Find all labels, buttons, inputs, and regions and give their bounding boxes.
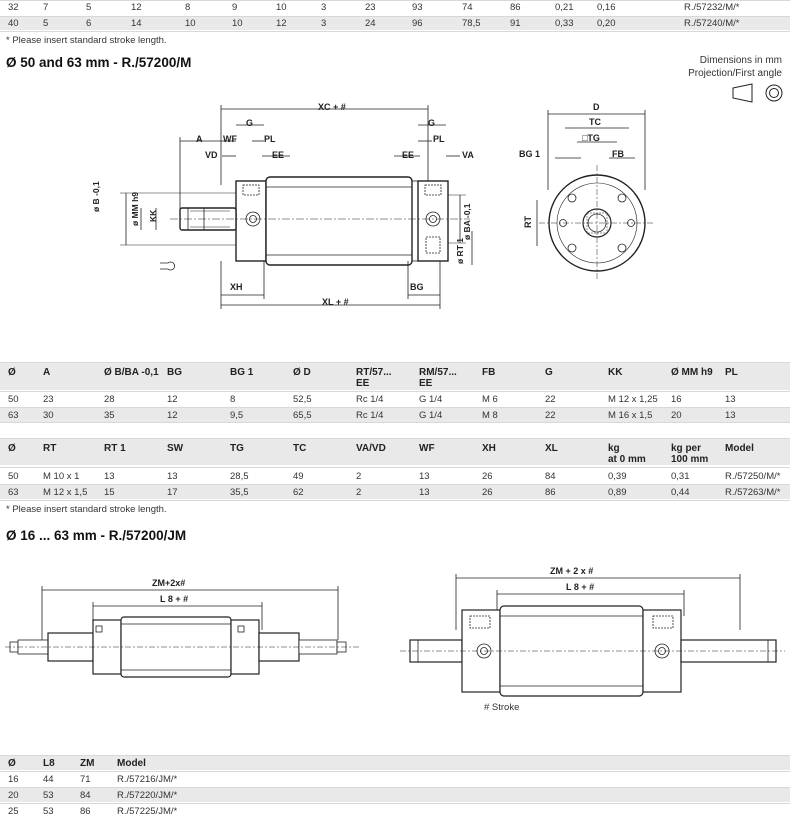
table-header: L8 xyxy=(43,758,55,769)
table-header: Ø xyxy=(8,367,16,378)
table-header: SW xyxy=(167,443,184,454)
section-title: Ø 16 ... 63 mm - R./57200/JM xyxy=(6,528,187,543)
table-cell: 13 xyxy=(419,487,430,498)
dim-label-va: VA xyxy=(462,150,474,160)
dim-label-tc: TC xyxy=(589,117,601,127)
table-header: Ø MM h9 xyxy=(671,367,713,378)
table-cell: M 10 x 1 xyxy=(43,471,80,482)
table-cell: 74 xyxy=(462,2,473,13)
table-cell: 26 xyxy=(482,487,493,498)
table-cell: R./57263/M/* xyxy=(725,487,781,498)
table-cell: 9,5 xyxy=(230,410,244,421)
table-cell: 93 xyxy=(412,2,423,13)
dim-label-kk: KK xyxy=(148,209,158,222)
table-header: RM/57... xyxy=(419,367,457,378)
table-header: Ø D xyxy=(293,367,311,378)
row-divider xyxy=(0,803,790,804)
dim-label-rt1: ø RT 1 xyxy=(455,238,465,264)
table-header: 100 mm xyxy=(671,454,709,465)
table-cell: R./57216/JM/* xyxy=(117,774,178,785)
table-cell: 44 xyxy=(43,774,54,785)
table-cell: 12 xyxy=(167,410,178,421)
table-cell: 12 xyxy=(276,18,287,29)
table-cell: 6 xyxy=(86,18,92,29)
dim-label-bg: BG xyxy=(410,282,424,292)
table-cell: 91 xyxy=(510,18,521,29)
row-divider xyxy=(0,16,790,17)
row-divider xyxy=(0,755,790,756)
dim-label-rt: RT xyxy=(523,216,533,228)
table-cell: 30 xyxy=(43,410,54,421)
table-header: FB xyxy=(482,367,496,378)
table-cell: 28 xyxy=(104,394,115,405)
table-header: Model xyxy=(725,443,754,454)
table-cell: 13 xyxy=(167,471,178,482)
dim-label-mm: ø MM h9 xyxy=(130,192,140,226)
table-cell: 13 xyxy=(104,471,115,482)
dim-label-fb: FB xyxy=(612,149,624,159)
table-header: Ø xyxy=(8,443,16,454)
table-cell: 10 xyxy=(185,18,196,29)
table-cell: R./57240/M/* xyxy=(684,18,740,29)
table-cell: M 8 xyxy=(482,410,498,421)
table-header: TC xyxy=(293,443,307,454)
dim-label-xh: XH xyxy=(230,282,243,292)
table-header: at 0 mm xyxy=(608,454,646,465)
cylinder-front-view-drawing xyxy=(515,100,675,290)
table-header: A xyxy=(43,367,51,378)
table-cell: 9 xyxy=(232,2,238,13)
row-divider xyxy=(0,391,790,392)
table-header: BG xyxy=(167,367,182,378)
table-header: RT 1 xyxy=(104,443,126,454)
table-header: RT xyxy=(43,443,57,454)
table-cell: G 1/4 xyxy=(419,410,443,421)
dim-label-a: A xyxy=(196,134,203,144)
table-cell: 50 xyxy=(8,471,19,482)
stroke-note: # Stroke xyxy=(484,702,520,713)
table-header: RT/57... xyxy=(356,367,392,378)
dim-label-tg: □TG xyxy=(582,133,600,143)
dim-label-pl: PL xyxy=(264,134,276,144)
dim-label-g-right: G xyxy=(428,118,436,128)
section-title: Ø 50 and 63 mm - R./57200/M xyxy=(6,55,192,70)
table-header: PL xyxy=(725,367,738,378)
table-cell: 10 xyxy=(232,18,243,29)
row-divider xyxy=(0,771,790,772)
table-cell: 71 xyxy=(80,774,91,785)
table-cell: 65,5 xyxy=(293,410,312,421)
row-divider xyxy=(0,500,790,501)
table-cell: 0,21 xyxy=(555,2,574,13)
table-header: Ø B/BA -0,1 xyxy=(104,367,159,378)
table-cell: 10 xyxy=(276,2,287,13)
dim-label-vd: VD xyxy=(205,150,218,160)
dim-label-l8: L 8 + # xyxy=(160,594,189,604)
table-header: BG 1 xyxy=(230,367,254,378)
table-header: KK xyxy=(608,367,623,378)
table-cell: 2 xyxy=(356,487,362,498)
table-cell: 20 xyxy=(8,790,19,801)
table-header: WF xyxy=(419,443,435,454)
table-cell: 0,89 xyxy=(608,487,627,498)
table-cell: 49 xyxy=(293,471,304,482)
table-cell: 84 xyxy=(80,790,91,801)
table-cell: 0,39 xyxy=(608,471,627,482)
table-cell: R./57232/M/* xyxy=(684,2,740,13)
row-shade xyxy=(0,16,790,30)
dim-label-xc: XC + # xyxy=(318,102,346,112)
table-cell: Rc 1/4 xyxy=(356,394,384,405)
row-divider xyxy=(0,467,790,468)
dim-label-d: D xyxy=(593,102,600,112)
footnote: * Please insert standard stroke length. xyxy=(6,504,167,515)
table-cell: 22 xyxy=(545,410,556,421)
dim-label-zm: ZM+2x# xyxy=(152,578,186,588)
table-header: Model xyxy=(117,758,146,769)
table-cell: 5 xyxy=(43,18,49,29)
table-cell: 52,5 xyxy=(293,394,312,405)
table-cell: 0,16 xyxy=(597,2,616,13)
table-cell: 35 xyxy=(104,410,115,421)
table-cell: 25 xyxy=(8,806,19,817)
row-divider xyxy=(0,484,790,485)
table-cell: 16 xyxy=(671,394,682,405)
table-cell: 62 xyxy=(293,487,304,498)
table-cell: 35,5 xyxy=(230,487,249,498)
table-cell: 13 xyxy=(725,410,736,421)
table-cell: 8 xyxy=(230,394,236,405)
dim-label-wf: WF xyxy=(223,134,237,144)
table-header: XL xyxy=(545,443,558,454)
table-cell: 86 xyxy=(80,806,91,817)
table-cell: 24 xyxy=(365,18,376,29)
table-cell: 8 xyxy=(185,2,191,13)
table-cell: 40 xyxy=(8,18,19,29)
table-header: EE xyxy=(419,378,433,389)
dim-label-g: G xyxy=(246,118,254,128)
table-cell: 2 xyxy=(356,471,362,482)
table-cell: 5 xyxy=(86,2,92,13)
table-header: Ø xyxy=(8,758,16,769)
table-cell: M 16 x 1,5 xyxy=(608,410,653,421)
dim-label-xl: XL + # xyxy=(322,297,349,307)
dim-label-ee: EE xyxy=(272,150,285,160)
table-cell: 16 xyxy=(8,774,19,785)
table-cell: 22 xyxy=(545,394,556,405)
row-divider xyxy=(0,407,790,408)
table-cell: 20 xyxy=(671,410,682,421)
table-cell: 13 xyxy=(725,394,736,405)
table-header: ZM xyxy=(80,758,95,769)
table-cell: 7 xyxy=(43,2,49,13)
table-cell: M 12 x 1,25 xyxy=(608,394,658,405)
row-divider xyxy=(0,0,790,1)
table-cell: 17 xyxy=(167,487,178,498)
table-cell: 3 xyxy=(321,18,327,29)
table-header: kg per xyxy=(671,443,702,454)
table-header: kg xyxy=(608,443,620,454)
row-divider xyxy=(0,422,790,423)
projection-note: Projection/First angle xyxy=(688,68,782,79)
table-cell: 23 xyxy=(43,394,54,405)
row-divider xyxy=(0,438,790,439)
dim-label-zm: ZM + 2 x # xyxy=(550,566,594,576)
table-cell: 0,20 xyxy=(597,18,616,29)
row-divider xyxy=(0,787,790,788)
table-cell: 63 xyxy=(8,487,19,498)
dim-label-l8: L 8 + # xyxy=(566,582,595,592)
table-cell: 12 xyxy=(131,2,142,13)
table-cell: M 6 xyxy=(482,394,498,405)
table-header: VA/VD xyxy=(356,443,386,454)
table-header: EE xyxy=(356,378,370,389)
dimensions-note: Dimensions in mm xyxy=(699,55,782,66)
table-cell: R./57250/M/* xyxy=(725,471,781,482)
table-cell: 86 xyxy=(510,2,521,13)
table-cell: 15 xyxy=(104,487,115,498)
table-header: XH xyxy=(482,443,496,454)
table-cell: 63 xyxy=(8,410,19,421)
table-cell: 13 xyxy=(419,471,430,482)
table-header: G xyxy=(545,367,553,378)
table-cell: G 1/4 xyxy=(419,394,443,405)
table-cell: 53 xyxy=(43,790,54,801)
footnote: * Please insert standard stroke length. xyxy=(6,35,167,46)
table-cell: 53 xyxy=(43,806,54,817)
table-cell: 96 xyxy=(412,18,423,29)
table-cell: R./57225/JM/* xyxy=(117,806,178,817)
table-cell: 23 xyxy=(365,2,376,13)
table-cell: 78,5 xyxy=(462,18,481,29)
table-cell: 26 xyxy=(482,471,493,482)
row-divider xyxy=(0,31,790,32)
table-cell: 50 xyxy=(8,394,19,405)
table-header: TG xyxy=(230,443,244,454)
dim-label-bg1: BG 1 xyxy=(519,149,541,159)
table-cell: 0,33 xyxy=(555,18,574,29)
table-cell: 14 xyxy=(131,18,142,29)
table-cell: 32 xyxy=(8,2,19,13)
table-cell: 86 xyxy=(545,487,556,498)
dim-label-b: ø B -0,1 xyxy=(91,181,101,212)
table-cell: 0,44 xyxy=(671,487,690,498)
dim-label-ba: ø BA -0,1 xyxy=(462,203,472,240)
table-cell: R./57220/JM/* xyxy=(117,790,178,801)
table-cell: 84 xyxy=(545,471,556,482)
dim-label-pl-right: PL xyxy=(433,134,445,144)
table-cell: 28,5 xyxy=(230,471,249,482)
double-rod-cylinder-drawing xyxy=(0,570,790,705)
table-cell: 0,31 xyxy=(671,471,690,482)
table-cell: M 12 x 1,5 xyxy=(43,487,88,498)
table-cell: Rc 1/4 xyxy=(356,410,384,421)
dim-label-ee-right: EE xyxy=(402,150,415,160)
table-cell: 3 xyxy=(321,2,327,13)
table-cell: 12 xyxy=(167,394,178,405)
